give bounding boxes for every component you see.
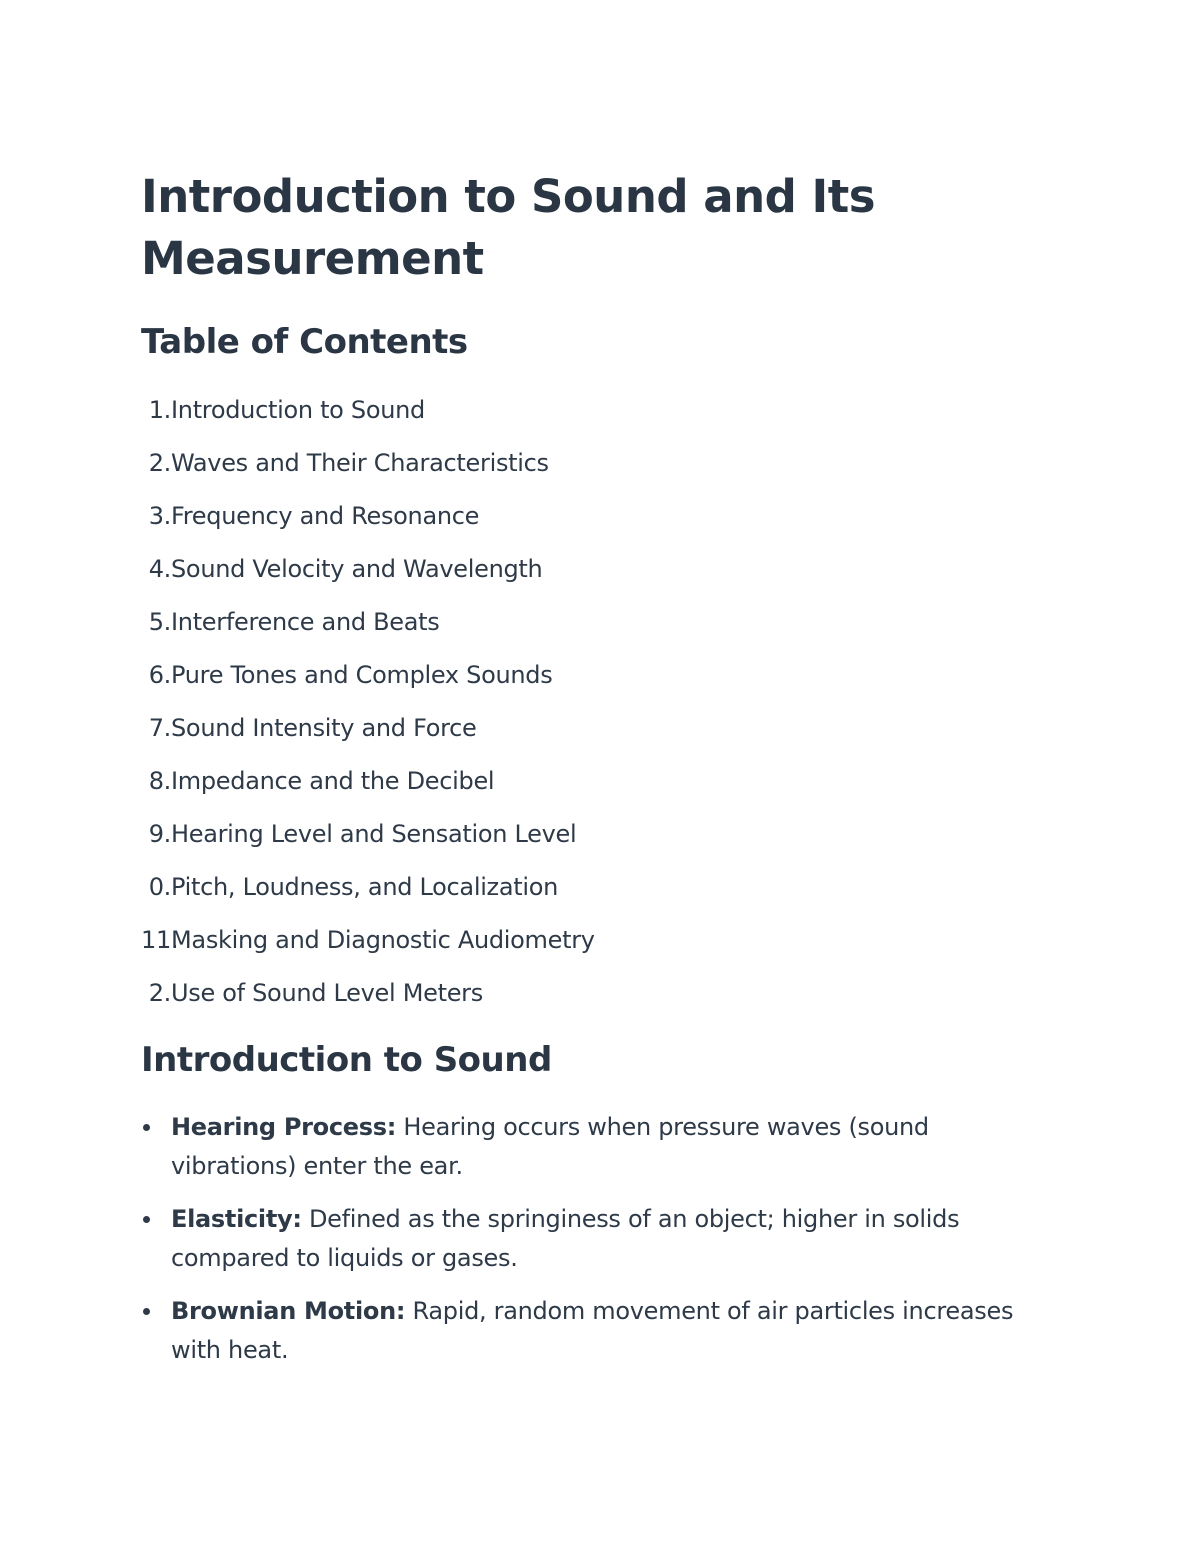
toc-item [141, 543, 1041, 596]
bullet-text: Hearing occurs when pressure waves (sound vibrations) enter the ear. [171, 1113, 929, 1180]
toc-item-number: 1. [148, 396, 171, 424]
bullet-item [141, 1200, 1051, 1278]
toc-item-label: Impedance and the Decibel [171, 767, 495, 795]
bullet-dot-icon [143, 1308, 150, 1315]
toc-heading: Table of Contents [141, 322, 468, 362]
toc-item [141, 755, 1041, 808]
toc-item [141, 808, 1041, 861]
toc-item-label: Pitch, Loudness, and Localization [171, 873, 559, 901]
toc-item [141, 702, 1041, 755]
toc-item-number: 3. [148, 502, 171, 530]
toc-item [141, 967, 1041, 1020]
toc-item-label: Introduction to Sound [171, 396, 425, 424]
bullet-term: Hearing Process: [171, 1113, 397, 1141]
toc-item [141, 490, 1041, 543]
toc-item [141, 596, 1041, 649]
toc-item [141, 861, 1041, 914]
toc-item-label: Waves and Their Characteristics [171, 449, 549, 477]
toc-item-label: Interference and Beats [171, 608, 440, 636]
toc-item-number: 2. [148, 979, 171, 1007]
toc-item-number: 2. [148, 449, 171, 477]
toc-item-number: 11. [141, 926, 179, 954]
bullet-text: Rapid, random movement of air particles increases with heat. [171, 1297, 1014, 1364]
page-title: Introduction to Sound and Its Measurement [141, 170, 876, 285]
toc-item-number: 5. [148, 608, 171, 636]
bullet-term: Brownian Motion: [171, 1297, 406, 1325]
toc-item [141, 914, 1041, 967]
toc-item-number: 8. [148, 767, 171, 795]
table-of-contents [141, 384, 1041, 1020]
document-page [141, 166, 1041, 1384]
toc-item [141, 437, 1041, 490]
toc-item [141, 649, 1041, 702]
bullet-text: Defined as the springiness of an object; higher in solids compared to liquids or gases. [171, 1205, 960, 1272]
bullet-term: Elasticity: [171, 1205, 302, 1233]
toc-item [141, 384, 1041, 437]
toc-item-label: Sound Velocity and Wavelength [171, 555, 543, 583]
toc-item-label: Masking and Diagnostic Audiometry [171, 926, 595, 954]
bullet-item [141, 1108, 1051, 1186]
toc-item-label: Sound Intensity and Force [171, 714, 477, 742]
bullet-dot-icon [143, 1216, 150, 1223]
bullet-dot-icon [143, 1124, 150, 1131]
toc-item-label: Use of Sound Level Meters [171, 979, 483, 1007]
bullet-item [141, 1292, 1051, 1370]
toc-item-number: 9. [148, 820, 171, 848]
toc-item-number: 4. [148, 555, 171, 583]
toc-item-number: 0. [148, 873, 171, 901]
toc-item-number: 7. [148, 714, 171, 742]
toc-item-label: Hearing Level and Sensation Level [171, 820, 577, 848]
bullet-list [141, 1108, 1041, 1370]
toc-item-label: Pure Tones and Complex Sounds [171, 661, 553, 689]
toc-item-number: 6. [148, 661, 171, 689]
section-heading: Introduction to Sound [141, 1040, 552, 1080]
toc-item-label: Frequency and Resonance [171, 502, 480, 530]
